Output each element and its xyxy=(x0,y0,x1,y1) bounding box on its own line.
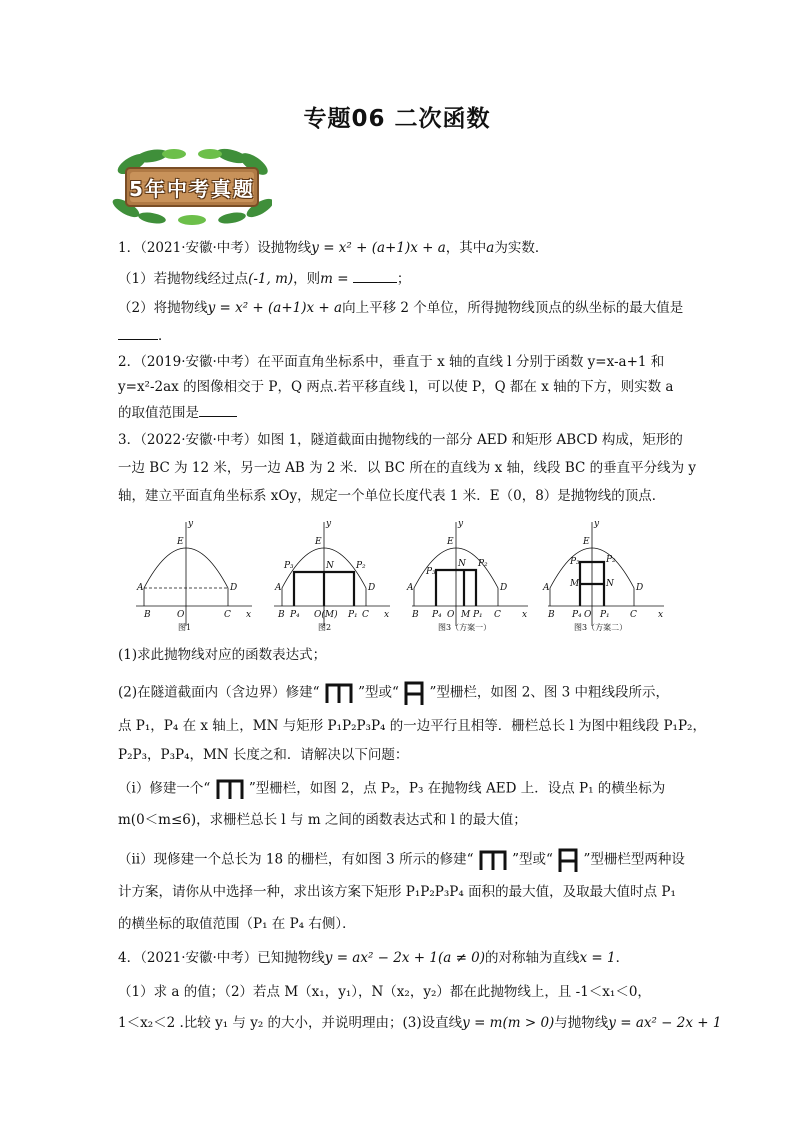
five-year-exam-badge xyxy=(112,146,272,228)
figure-3-plan-2 xyxy=(540,516,668,642)
q3-line1: 3．（2022·安徽·中考）如图 1，隧道截面由抛物线的一部分 AED 和矩形 ABCD 构成，矩形的 xyxy=(118,432,683,448)
svg-text:P₂: P₂ xyxy=(356,561,366,571)
pi-shaped-fence-icon xyxy=(215,778,245,800)
q3-figures xyxy=(128,516,668,638)
q3-sub2-line3: P₂P₃，P₃P₄，MN 长度之和．请解决以下问题： xyxy=(118,747,409,763)
svg-text:N: N xyxy=(458,559,466,569)
q4-line2: （1）求 a 的值；（2）若点 M（x₁，y₁），N（x₂，y₂）都在此抛物线上，且 -1＜x₁＜0， xyxy=(118,984,651,1000)
q3-sub-ii-line2: 计方案，请你从中选择一种，求出该方案下矩形 P₁P₂P₃P₄ 面积的最大值，及取最大值时点 P₁ xyxy=(118,884,676,900)
svg-text:C: C xyxy=(224,610,231,620)
q3-sub1: (1)求此抛物线对应的函数表达式； xyxy=(118,647,327,663)
svg-text:图3（方案一）: 图3（方案一） xyxy=(438,623,492,632)
q3-sub2: (2)在隧道截面内（含边界）修建“ ”型或“ ”型栅栏，如图 2、图 3 中粗线段所示， xyxy=(118,680,683,706)
svg-text:B: B xyxy=(412,610,419,620)
svg-text:O: O xyxy=(584,610,592,620)
q3-sub-i: （ⅰ）修建一个“ ”型栅栏，如图 2，点 P₂，P₃ 在抛物线 AED 上．设点 P₁ 的横坐标为 xyxy=(118,778,683,800)
svg-text:M: M xyxy=(461,610,471,620)
svg-text:A: A xyxy=(407,583,414,593)
svg-text:P₄: P₄ xyxy=(290,610,300,620)
svg-text:P₄: P₄ xyxy=(432,610,442,620)
svg-text:N: N xyxy=(326,561,334,571)
svg-text:y: y xyxy=(326,519,332,529)
svg-text:P₃: P₃ xyxy=(570,557,580,567)
q3-sub-ii-line3: 的横坐标的取值范围（P₁ 在 P₄ 右侧）． xyxy=(118,916,356,932)
answer-blank[interactable] xyxy=(118,325,158,340)
q1-part1: （1）若抛物线经过点(-1, m)，则m = ； xyxy=(118,268,683,289)
svg-text:P₂: P₂ xyxy=(606,555,616,565)
svg-text:y: y xyxy=(458,519,464,529)
svg-text:M: M xyxy=(570,579,580,589)
q3-line2: 一边 BC 为 12 米，另一边 AB 为 2 米．以 BC 所在的直线为 x 轴，线段 BC 的垂直平分线为 y xyxy=(118,460,697,476)
svg-text:N: N xyxy=(606,579,614,589)
q3-line3: 轴，建立平面直角坐标系 xOy，规定一个单位长度代表 1 米．E（0，8）是抛物线的顶点． xyxy=(118,488,666,504)
svg-text:y: y xyxy=(188,519,194,529)
svg-text:x: x xyxy=(658,610,664,620)
q2-line2: y=x²-2ax 的图像相交于 P，Q 两点.若平移直线 l，可以使 P，Q 都在 x 轴的下方，则实数 a xyxy=(118,379,674,395)
svg-text:A: A xyxy=(137,583,144,593)
svg-text:x: x xyxy=(384,610,390,620)
q3-sub2-line2: 点 P₁，P₄ 在 x 轴上，MN 与矩形 P₁P₂P₃P₄ 的一边平行且相等．栅栏总长 l 为图中粗线段 P₁P₂， xyxy=(118,718,706,734)
svg-text:D: D xyxy=(368,583,376,593)
answer-blank[interactable] xyxy=(199,402,237,417)
q1-stem: 1．（2021·安徽·中考）设抛物线y = x² + (a+1)x + a，其中a为实数． xyxy=(118,240,549,256)
svg-text:P₂: P₂ xyxy=(478,559,488,569)
svg-text:B: B xyxy=(548,610,555,620)
svg-text:x: x xyxy=(522,610,528,620)
q3-sub-i-line2: m(0＜m≤6)，求栅栏总长 l 与 m 之间的函数表达式和 l 的最大值； xyxy=(118,812,527,828)
figure-3-plan-1 xyxy=(404,516,532,642)
svg-text:P₁: P₁ xyxy=(600,610,610,620)
svg-text:C: C xyxy=(494,610,501,620)
figure-2 xyxy=(266,516,394,642)
svg-text:A: A xyxy=(275,583,282,593)
svg-text:E: E xyxy=(177,537,184,547)
svg-text:E: E xyxy=(315,537,322,547)
svg-text:P₁: P₁ xyxy=(473,610,483,620)
svg-text:C: C xyxy=(630,610,637,620)
svg-text:E: E xyxy=(583,537,590,547)
svg-text:D: D xyxy=(636,583,644,593)
svg-text:D: D xyxy=(230,583,238,593)
q1-part2: （2）将抛物线y = x² + (a+1)x + a向上平移 2 个单位，所得抛物线顶点的纵坐标的最大值是 xyxy=(118,300,684,316)
answer-blank[interactable] xyxy=(353,268,397,283)
q2-line3: 的取值范围是 xyxy=(118,402,683,423)
svg-text:P₄: P₄ xyxy=(572,610,582,620)
q1-part2-blank: ． xyxy=(118,325,683,346)
q2-line1: 2．（2019·安徽·中考）在平面直角坐标系中，垂直于 x 轴的直线 l 分别于函数 y=x-a+1 和 xyxy=(118,354,665,370)
figure-1 xyxy=(128,516,256,642)
q3-sub-ii: （ⅱ）现修建一个总长为 18 的栅栏，有如图 3 所示的修建“ ”型或“ ”型栅栏型两种设 xyxy=(118,847,683,873)
svg-text:A: A xyxy=(543,583,550,593)
q4-line1: 4．（2021·安徽·中考）已知抛物线y = ax² − 2x + 1(a ≠ 0)的对称轴为直线x = 1． xyxy=(118,950,630,966)
svg-text:O: O xyxy=(447,610,455,620)
h-shaped-fence-icon xyxy=(403,680,425,706)
svg-text:x: x xyxy=(246,610,252,620)
h-shaped-fence-icon xyxy=(557,847,579,873)
svg-text:D: D xyxy=(500,583,508,593)
badge-text: 5年中考真题 xyxy=(129,177,255,201)
svg-text:O(M): O(M) xyxy=(314,610,338,620)
pi-shaped-fence-icon xyxy=(324,682,354,704)
svg-text:B: B xyxy=(278,610,285,620)
svg-text:图2: 图2 xyxy=(318,623,332,632)
svg-text:B: B xyxy=(144,610,151,620)
svg-text:O: O xyxy=(177,610,185,620)
svg-text:图3（方案二）: 图3（方案二） xyxy=(574,623,628,632)
svg-text:图1: 图1 xyxy=(178,623,192,632)
page-title: 专题06 二次函数 xyxy=(303,106,491,132)
svg-text:P₃: P₃ xyxy=(426,567,436,577)
svg-text:y: y xyxy=(594,519,600,529)
svg-text:E: E xyxy=(447,537,454,547)
svg-text:P₃: P₃ xyxy=(284,561,294,571)
svg-text:P₁: P₁ xyxy=(348,610,358,620)
svg-text:C: C xyxy=(362,610,369,620)
pi-shaped-fence-icon xyxy=(478,849,508,871)
q4-line3: 1＜x₂＜2 .比较 y₁ 与 y₂ 的大小，并说明理由；(3)设直线y = m(m > 0)与抛物线y = ax² − 2x + 1 xyxy=(118,1015,722,1031)
